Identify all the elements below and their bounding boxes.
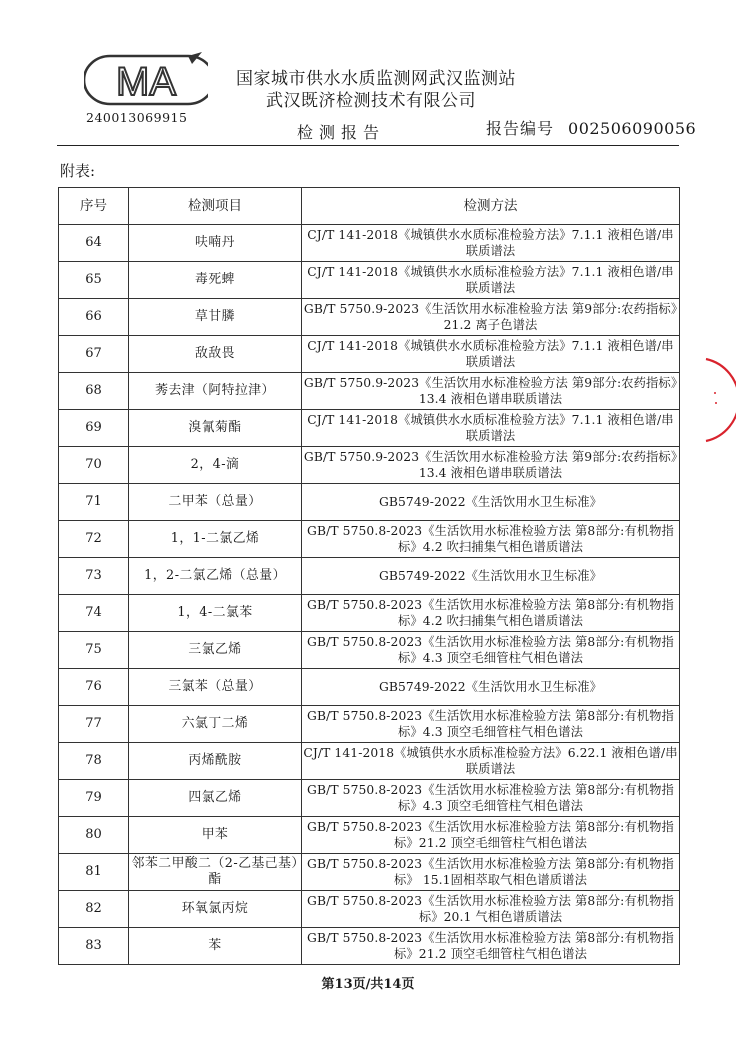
cell-no: 78 xyxy=(59,743,129,780)
cell-item: 甲苯 xyxy=(129,817,302,854)
table-row xyxy=(59,669,680,706)
ma-certification-logo xyxy=(84,50,208,110)
table-header-row xyxy=(59,188,680,225)
table-row xyxy=(59,632,680,669)
cell-no: 81 xyxy=(59,854,129,891)
cell-method: GB5749-2022《生活饮用水卫生标准》 xyxy=(302,669,680,706)
header-method: 检测方法 xyxy=(302,188,680,225)
org-name-line1: 国家城市供水水质监测网武汉监测站 xyxy=(236,69,516,89)
cell-item: 莠去津（阿特拉津） xyxy=(129,373,302,410)
cell-method: CJ/T 141-2018《城镇供水水质标准检验方法》6.22.1 液相色谱/串联质谱法 xyxy=(302,743,680,780)
table-row xyxy=(59,336,680,373)
cell-item: 三氯苯（总量） xyxy=(129,669,302,706)
cell-item: 呋喃丹 xyxy=(129,225,302,262)
cell-item: 环氧氯丙烷 xyxy=(129,891,302,928)
cell-method: GB5749-2022《生活饮用水卫生标准》 xyxy=(302,558,680,595)
table-row xyxy=(59,521,680,558)
cell-no: 64 xyxy=(59,225,129,262)
table-row xyxy=(59,595,680,632)
cell-no: 75 xyxy=(59,632,129,669)
cell-no: 82 xyxy=(59,891,129,928)
ma-letters: MA xyxy=(116,60,176,104)
header-no: 序号 xyxy=(59,188,129,225)
cell-item: 溴氰菊酯 xyxy=(129,410,302,447)
cell-method: GB/T 5750.8-2023《生活饮用水标准检验方法 第8部分:有机物指标》21.2 顶空毛细管柱气相色谱法 xyxy=(302,928,680,965)
report-number-label: 报告编号 xyxy=(486,119,555,138)
table-row xyxy=(59,262,680,299)
cell-no: 71 xyxy=(59,484,129,521)
cell-no: 67 xyxy=(59,336,129,373)
table-row xyxy=(59,373,680,410)
cell-no: 83 xyxy=(59,928,129,965)
table-row xyxy=(59,743,680,780)
cell-item: 二甲苯（总量） xyxy=(129,484,302,521)
cell-method: GB/T 5750.8-2023《生活饮用水标准检验方法 第8部分:有机物指标》 15.1固相萃取气相色谱质谱法 xyxy=(302,854,680,891)
appendix-label: 附表: xyxy=(60,162,96,180)
table-row xyxy=(59,854,680,891)
cell-item: 苯 xyxy=(129,928,302,965)
header-divider xyxy=(57,145,679,146)
cell-method: CJ/T 141-2018《城镇供水水质标准检验方法》7.1.1 液相色谱/串联质谱法 xyxy=(302,225,680,262)
cell-item: 三氯乙烯 xyxy=(129,632,302,669)
report-number-value: 002506090056 xyxy=(568,119,697,138)
cell-method: CJ/T 141-2018《城镇供水水质标准检验方法》7.1.1 液相色谱/串联质谱法 xyxy=(302,336,680,373)
cell-method: CJ/T 141-2018《城镇供水水质标准检验方法》7.1.1 液相色谱/串联质谱法 xyxy=(302,410,680,447)
cell-method: GB/T 5750.8-2023《生活饮用水标准检验方法 第8部分:有机物指标》21.2 顶空毛细管柱气相色谱法 xyxy=(302,817,680,854)
cell-method: GB/T 5750.9-2023《生活饮用水标准检验方法 第9部分:农药指标》21.2 离子色谱法 xyxy=(302,299,680,336)
cell-method: GB/T 5750.8-2023《生活饮用水标准检验方法 第8部分:有机物指标》4.3 顶空毛细管柱气相色谱法 xyxy=(302,632,680,669)
cell-item: 草甘膦 xyxy=(129,299,302,336)
page-footer: 第13页/共14页 xyxy=(321,977,415,992)
cell-no: 69 xyxy=(59,410,129,447)
cell-item: 丙烯酰胺 xyxy=(129,743,302,780)
table-row xyxy=(59,225,680,262)
cell-method: GB/T 5750.9-2023《生活饮用水标准检验方法 第9部分:农药指标》13.4 液相色谱串联质谱法 xyxy=(302,373,680,410)
cell-item: 1，2-二氯乙烯（总量） xyxy=(129,558,302,595)
cell-no: 73 xyxy=(59,558,129,595)
cell-no: 70 xyxy=(59,447,129,484)
table-row xyxy=(59,484,680,521)
cell-no: 72 xyxy=(59,521,129,558)
table-row xyxy=(59,558,680,595)
cell-item: 1，4-二氯苯 xyxy=(129,595,302,632)
cell-item: 2，4-滴 xyxy=(129,447,302,484)
table-row xyxy=(59,447,680,484)
cell-no: 80 xyxy=(59,817,129,854)
cell-item: 敌敌畏 xyxy=(129,336,302,373)
test-methods-table xyxy=(58,187,680,965)
table-row xyxy=(59,891,680,928)
cell-item: 四氯乙烯 xyxy=(129,780,302,817)
cell-no: 74 xyxy=(59,595,129,632)
table-row xyxy=(59,928,680,965)
table-row xyxy=(59,780,680,817)
cell-method: GB/T 5750.8-2023《生活饮用水标准检验方法 第8部分:有机物指标》4.3 顶空毛细管柱气相色谱法 xyxy=(302,706,680,743)
header-item: 检测项目 xyxy=(129,188,302,225)
cell-method: GB/T 5750.8-2023《生活饮用水标准检验方法 第8部分:有机物指标》4.3 顶空毛细管柱气相色谱法 xyxy=(302,780,680,817)
red-seal-stamp xyxy=(700,355,736,445)
report-number xyxy=(486,116,696,139)
cell-method: GB/T 5750.8-2023《生活饮用水标准检验方法 第8部分:有机物指标》20.1 气相色谱质谱法 xyxy=(302,891,680,928)
cell-method: CJ/T 141-2018《城镇供水水质标准检验方法》7.1.1 液相色谱/串联质谱法 xyxy=(302,262,680,299)
cell-item: 毒死蜱 xyxy=(129,262,302,299)
cell-no: 79 xyxy=(59,780,129,817)
cell-no: 76 xyxy=(59,669,129,706)
org-name-line2: 武汉既济检测技术有限公司 xyxy=(266,91,476,111)
cell-item: 邻苯二甲酸二（2-乙基己基）酯 xyxy=(129,854,302,891)
table-row xyxy=(59,299,680,336)
cell-item: 六氯丁二烯 xyxy=(129,706,302,743)
table-row xyxy=(59,817,680,854)
table-row xyxy=(59,410,680,447)
cell-method: GB/T 5750.8-2023《生活饮用水标准检验方法 第8部分:有机物指标》4.2 吹扫捕集气相色谱质谱法 xyxy=(302,521,680,558)
cell-method: GB/T 5750.9-2023《生活饮用水标准检验方法 第9部分:农药指标》13.4 液相色谱串联质谱法 xyxy=(302,447,680,484)
cell-item: 1，1-二氯乙烯 xyxy=(129,521,302,558)
cell-no: 68 xyxy=(59,373,129,410)
cell-no: 77 xyxy=(59,706,129,743)
cell-no: 65 xyxy=(59,262,129,299)
report-title: 检测报告 xyxy=(297,123,386,142)
cell-method: GB5749-2022《生活饮用水卫生标准》 xyxy=(302,484,680,521)
cell-method: GB/T 5750.8-2023《生活饮用水标准检验方法 第8部分:有机物指标》4.2 吹扫捕集气相色谱质谱法 xyxy=(302,595,680,632)
ma-code: 240013069915 xyxy=(86,110,188,125)
cell-no: 66 xyxy=(59,299,129,336)
table-row xyxy=(59,706,680,743)
